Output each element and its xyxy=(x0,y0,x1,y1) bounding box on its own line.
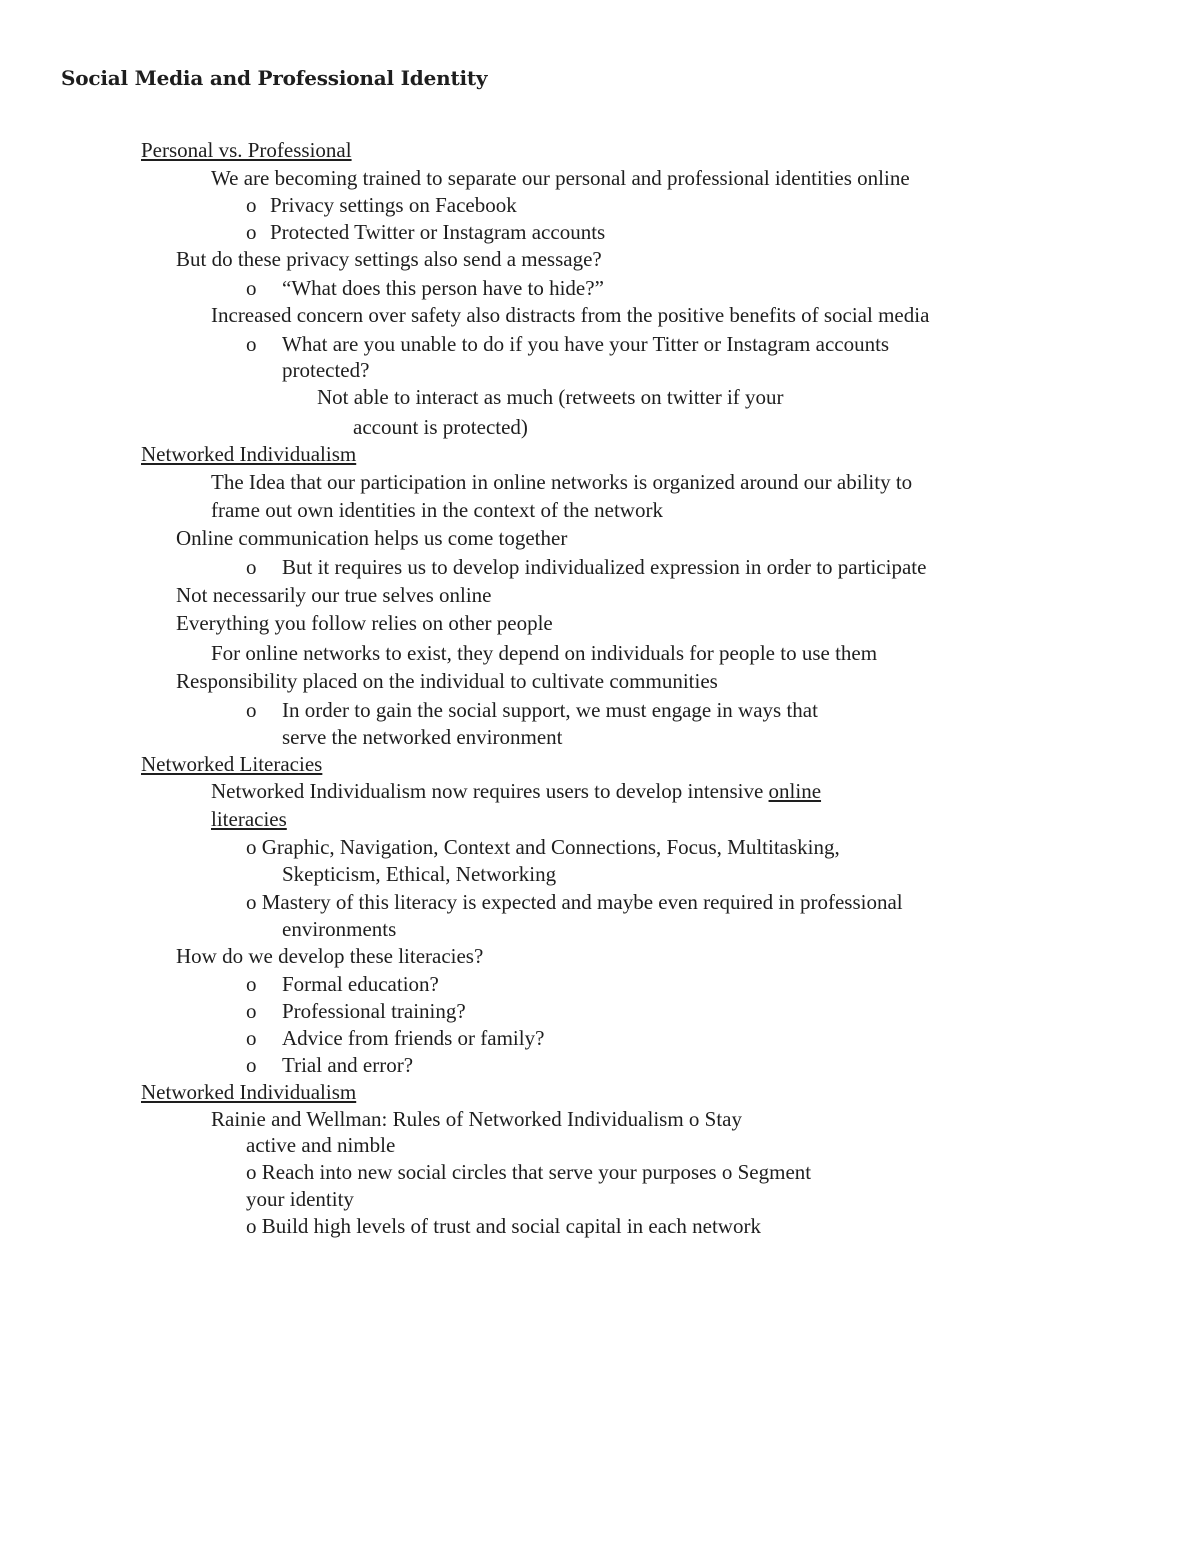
bullet-marker: o xyxy=(246,555,257,579)
bullet-item: o Mastery of this literacy is expected and maybe even required in professional xyxy=(246,890,903,914)
outline-line: We are becoming trained to separate our personal and professional identities online xyxy=(211,166,910,190)
outline-line: Rainie and Wellman: Rules of Networked Individualism o Stay xyxy=(211,1107,742,1131)
outline-line: How do we develop these literacies? xyxy=(176,944,484,968)
outline-line: Everything you follow relies on other people xyxy=(176,611,553,635)
bullet-marker: o xyxy=(246,999,257,1023)
outline-line: Responsibility placed on the individual to cultivate communities xyxy=(176,669,718,693)
section-heading-networked-individualism: Networked Individualism xyxy=(141,442,357,466)
underlined-term: online xyxy=(768,779,822,803)
bullet-item: Protected Twitter or Instagram accounts xyxy=(270,220,606,244)
outline-line-continuation: account is protected) xyxy=(353,415,528,439)
bullet-item: o Build high levels of trust and social capital in each network xyxy=(246,1214,761,1238)
outline-text: Networked Individualism now requires users to develop intensive xyxy=(211,779,769,803)
bullet-item: In order to gain the social support, we must engage in ways that xyxy=(282,698,818,722)
outline-line xyxy=(211,779,821,803)
document-title: Social Media and Professional Identity xyxy=(61,66,488,90)
section-heading-personal-vs-professional: Personal vs. Professional xyxy=(141,138,352,162)
bullet-marker: o xyxy=(246,1053,257,1077)
bullet-marker: o xyxy=(246,193,257,217)
bullet-item: Privacy settings on Facebook xyxy=(270,193,517,217)
bullet-marker: o xyxy=(246,1026,257,1050)
bullet-marker: o xyxy=(246,972,257,996)
bullet-item-continuation: your identity xyxy=(246,1187,354,1211)
outline-line: For online networks to exist, they depend on individuals for people to use them xyxy=(211,641,878,665)
outline-line: But do these privacy settings also send a message? xyxy=(176,247,602,271)
bullet-marker: o xyxy=(246,220,257,244)
outline-line: Increased concern over safety also distracts from the positive benefits of social media xyxy=(211,303,930,327)
bullet-item: “What does this person have to hide?” xyxy=(282,276,604,300)
bullet-item: Professional training? xyxy=(282,999,466,1023)
outline-line: Online communication helps us come together xyxy=(176,526,568,550)
bullet-marker: o xyxy=(246,698,257,722)
bullet-marker: o xyxy=(246,332,257,356)
bullet-item: o Graphic, Navigation, Context and Connections, Focus, Multitasking, xyxy=(246,835,840,859)
outline-line: Not necessarily our true selves online xyxy=(176,583,492,607)
bullet-item: What are you unable to do if you have your Titter or Instagram accounts xyxy=(282,332,890,356)
outline-line-continuation: active and nimble xyxy=(246,1133,396,1157)
bullet-item-continuation: environments xyxy=(282,917,397,941)
bullet-item: o Reach into new social circles that serve your purposes o Segment xyxy=(246,1160,812,1184)
section-heading-networked-individualism-2: Networked Individualism xyxy=(141,1080,357,1104)
bullet-item: Advice from friends or family? xyxy=(282,1026,545,1050)
outline-line: Not able to interact as much (retweets on twitter if your xyxy=(317,385,784,409)
section-heading-networked-literacies: Networked Literacies xyxy=(141,752,323,776)
bullet-item: But it requires us to develop individualized expression in order to participate xyxy=(282,555,927,579)
bullet-marker: o xyxy=(246,276,257,300)
bullet-item-continuation: protected? xyxy=(282,358,370,382)
bullet-item: Trial and error? xyxy=(282,1053,414,1077)
bullet-item-continuation: serve the networked environment xyxy=(282,725,563,749)
outline-line-continuation: frame out own identities in the context of the network xyxy=(211,498,663,522)
outline-line: The Idea that our participation in online networks is organized around our ability to xyxy=(211,470,913,494)
underlined-term-continuation: literacies xyxy=(211,807,287,831)
bullet-item: Formal education? xyxy=(282,972,439,996)
bullet-item-continuation: Skepticism, Ethical, Networking xyxy=(282,862,557,886)
